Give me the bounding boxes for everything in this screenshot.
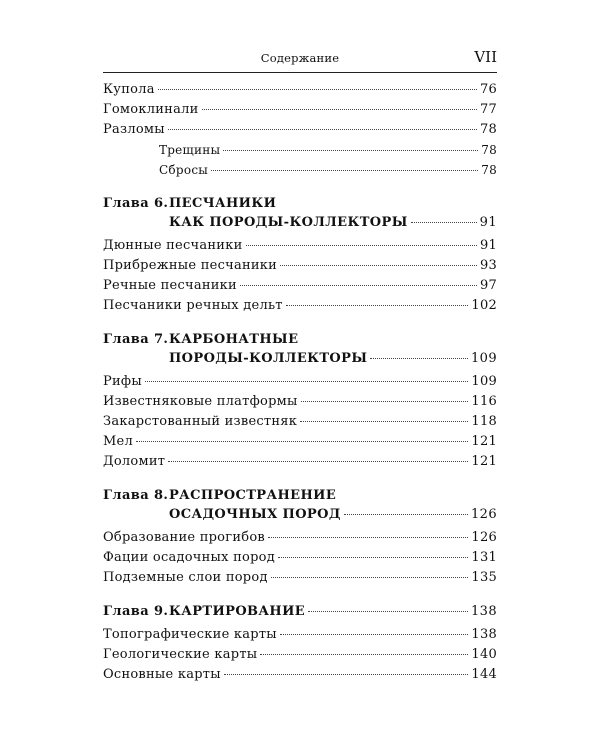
toc-entry-page: 140 [471,647,497,662]
table-of-contents [103,80,497,685]
leader-dots [224,674,469,675]
chapter-heading-7[interactable] [103,330,497,368]
toc-entry[interactable] [103,645,497,665]
chapter-title-line1: РАСПРОСТРАНЕНИЕ [169,488,337,503]
toc-entry-label: Фации осадочных пород [103,550,276,565]
toc-entry[interactable] [103,625,497,645]
toc-entry-page: 135 [471,570,497,585]
toc-entry-label: Основные карты [103,667,221,682]
leader-dots [246,245,477,246]
leader-dots [344,514,468,515]
toc-entry-label: Гомоклинали [103,102,199,117]
toc-entry-page: 126 [471,530,497,545]
toc-entry-page: 97 [479,278,497,293]
leader-dots [168,461,468,462]
leader-dots [308,611,468,612]
toc-entry[interactable] [103,276,497,296]
leader-dots [268,537,468,538]
toc-subentry[interactable] [103,160,497,180]
toc-entry[interactable] [103,452,497,472]
chapter-heading-6[interactable] [103,194,497,232]
leader-dots [278,557,468,558]
leader-dots [280,634,469,635]
toc-entry[interactable] [103,568,497,588]
toc-entry-page: 78 [479,122,497,137]
leader-dots [301,401,469,402]
leader-dots [223,150,478,151]
chapter-title-line2: ОСАДОЧНЫХ ПОРОД [169,507,341,522]
toc-entry-label: Речные песчаники [103,278,237,293]
toc-entry[interactable] [103,120,497,140]
leader-dots [260,654,468,655]
leader-dots [300,421,468,422]
toc-entry[interactable] [103,236,497,256]
toc-entry-label: Песчаники речных дельт [103,298,283,313]
toc-entry-label: Сбросы [159,163,209,177]
toc-entry[interactable] [103,432,497,452]
leader-dots [286,305,469,306]
toc-entry-page: 118 [471,414,497,429]
toc-entry-label: Доломит [103,454,166,469]
leader-dots [136,441,468,442]
header-title: Содержание [260,51,340,65]
leader-dots [271,577,469,578]
leader-dots [168,129,477,130]
toc-subentry[interactable] [103,140,497,160]
chapter-number: Глава 6. [103,196,169,211]
toc-entry-label: Закарстованный известняк [103,414,298,429]
toc-entry-page: 78 [481,163,497,177]
chapter-page: 91 [479,215,497,230]
toc-entry-page: 78 [481,143,497,157]
chapter-page: 126 [470,507,497,522]
toc-entry-page: 121 [471,454,497,469]
toc-entry-page: 131 [471,550,497,565]
leader-dots [158,89,477,90]
toc-entry[interactable] [103,392,497,412]
toc-entry[interactable] [103,412,497,432]
chapter-heading-9[interactable] [103,602,497,621]
leader-dots [240,285,477,286]
toc-entry-page: 76 [479,82,497,97]
chapter-title-line1: КАРБОНАТНЫЕ [169,332,299,347]
header-page-number: VII [474,48,497,66]
chapter-title-line1: ПЕСЧАНИКИ [169,196,277,211]
chapter-title-line2: ПОРОДЫ-КОЛЛЕКТОРЫ [169,351,368,366]
running-header [103,48,497,73]
toc-entry[interactable] [103,80,497,100]
chapter-heading-8[interactable] [103,486,497,524]
toc-entry-label: Образование прогибов [103,530,265,545]
toc-entry-label: Мел [103,434,134,449]
toc-entry[interactable] [103,665,497,685]
leader-dots [211,170,478,171]
toc-entry-label: Дюнные песчаники [103,238,243,253]
toc-entry-label: Купола [103,82,155,97]
chapter-page: 138 [470,604,497,619]
toc-entry-label: Прибрежные песчаники [103,258,278,273]
toc-entry-page: 77 [479,102,497,117]
toc-entry-label: Рифы [103,374,142,389]
leader-dots [280,265,477,266]
chapter-number: Глава 7. [103,332,169,347]
chapter-page: 109 [470,351,497,366]
leader-dots [202,109,477,110]
toc-entry-page: 144 [471,667,497,682]
leader-dots [370,358,468,359]
toc-entry-page: 109 [471,374,497,389]
toc-entry-page: 121 [471,434,497,449]
toc-entry[interactable] [103,256,497,276]
toc-entry-label: Топографические карты [103,627,277,642]
toc-entry-label: Трещины [159,143,221,157]
toc-entry-page: 91 [479,238,497,253]
toc-entry[interactable] [103,372,497,392]
toc-entry-label: Известняковые платформы [103,394,298,409]
toc-entry[interactable] [103,100,497,120]
toc-entry[interactable] [103,296,497,316]
leader-dots [411,222,477,223]
chapter-number: Глава 9. [103,604,169,619]
chapter-number: Глава 8. [103,488,169,503]
leader-dots [145,381,468,382]
toc-entry-page: 93 [479,258,497,273]
toc-entry-label: Разломы [103,122,165,137]
toc-entry[interactable] [103,528,497,548]
chapter-title-line1: КАРТИРОВАНИЕ [169,604,306,619]
toc-entry-label: Подземные слои пород [103,570,268,585]
toc-entry-label: Геологические карты [103,647,258,662]
toc-entry-page: 102 [471,298,497,313]
toc-entry-page: 138 [471,627,497,642]
toc-entry-page: 116 [471,394,497,409]
toc-entry[interactable] [103,548,497,568]
chapter-title-line2: КАК ПОРОДЫ-КОЛЛЕКТОРЫ [169,215,408,230]
